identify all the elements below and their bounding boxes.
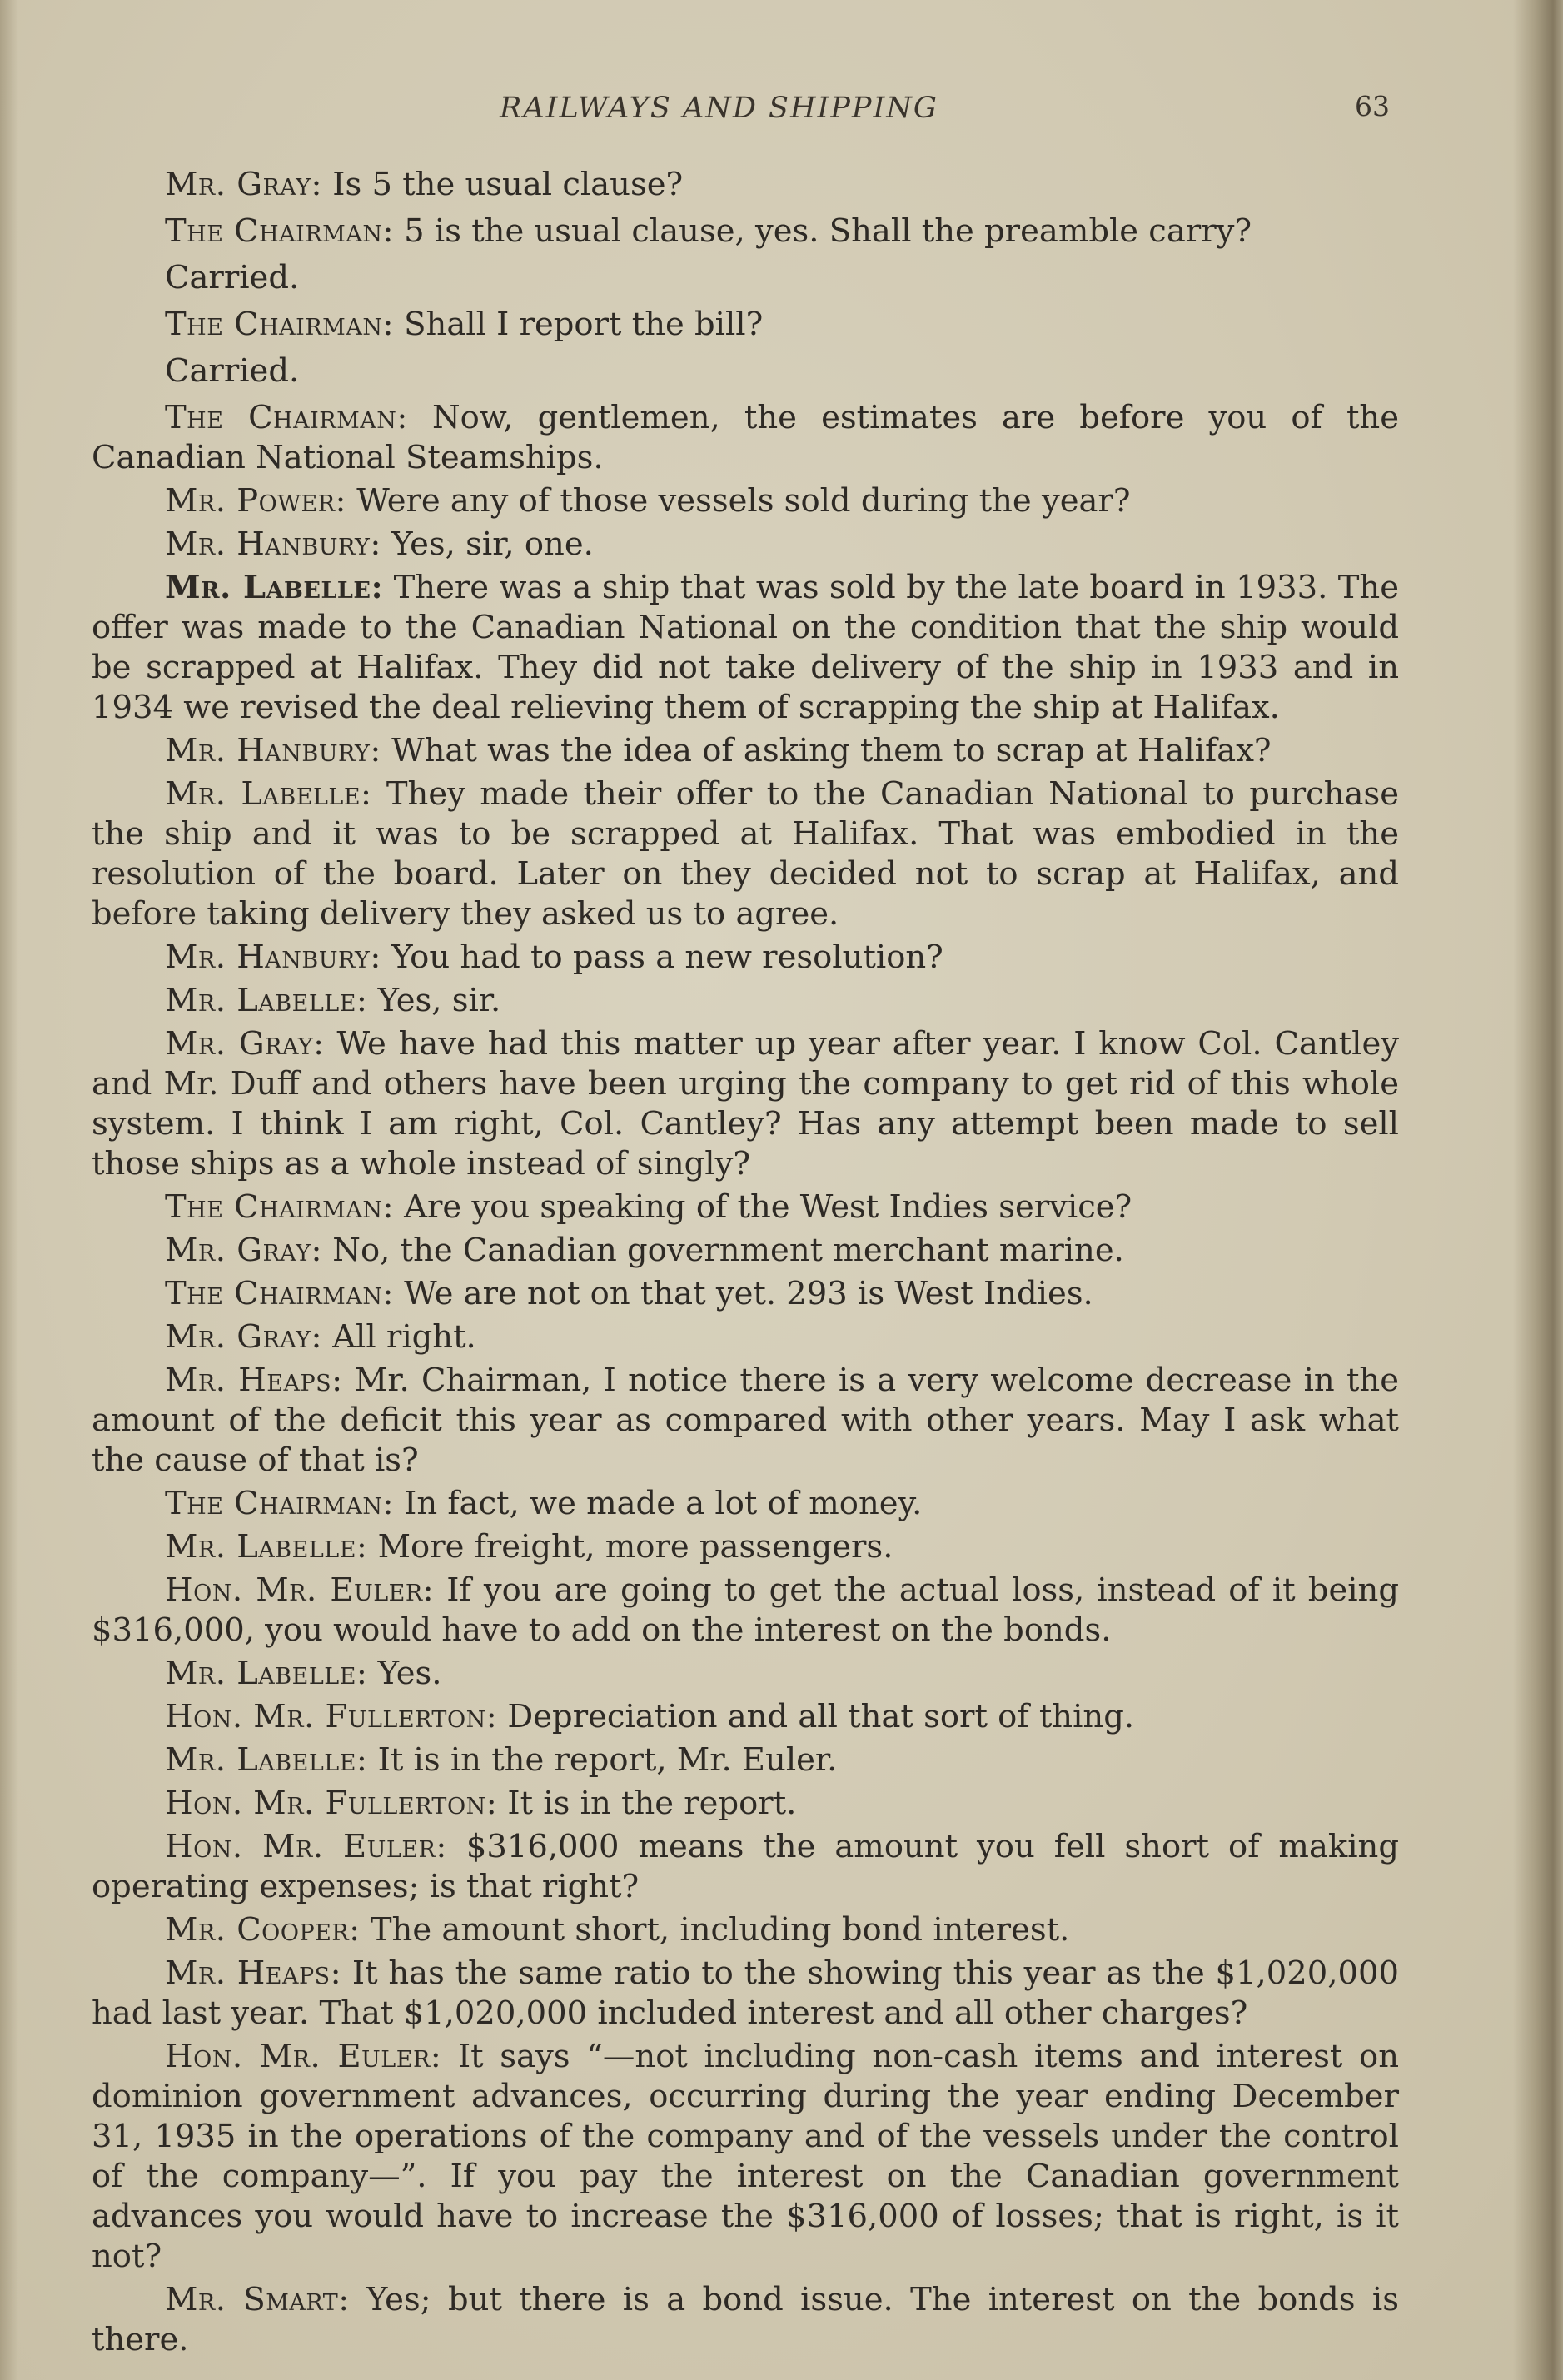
paragraph xyxy=(92,212,1399,251)
paragraph xyxy=(92,1784,1399,1824)
paragraph xyxy=(92,1317,1399,1357)
paragraph-text: Is 5 the usual clause? xyxy=(322,166,684,203)
page-left-edge-shadow xyxy=(0,0,18,2380)
running-header xyxy=(0,92,1563,132)
speaker-name: Hon. Mr. Euler: xyxy=(165,1571,435,1609)
speaker-name: Mr. Labelle: xyxy=(165,775,372,813)
transcript-body xyxy=(92,165,1399,2363)
speaker-name: Mr. Hanbury: xyxy=(165,525,381,563)
speaker-name: Mr. Labelle: xyxy=(165,1655,368,1692)
speaker-name: Hon. Mr. Fullerton: xyxy=(165,1785,498,1822)
paragraph xyxy=(92,525,1399,565)
speaker-name: Mr. Labelle: xyxy=(165,569,384,606)
page-number: 63 xyxy=(1355,90,1390,122)
paragraph xyxy=(92,2280,1399,2360)
paragraph-text: Yes. xyxy=(367,1655,442,1692)
paragraph xyxy=(92,481,1399,521)
speaker-name: Mr. Heaps: xyxy=(165,1954,342,1992)
paragraph xyxy=(92,398,1399,478)
paragraph-text: Now, gentlemen, the estimates are before you of the Canadian National Steamships. xyxy=(92,399,1399,476)
speaker-name: Mr. Gray: xyxy=(165,1025,325,1063)
paragraph-text: Were any of those vessels sold during the year? xyxy=(346,482,1131,520)
speaker-name: Mr. Smart: xyxy=(165,2281,350,2318)
speaker-name: The Chairman: xyxy=(165,1485,394,1522)
paragraph xyxy=(92,351,1399,391)
speaker-name: Mr. Labelle: xyxy=(165,1741,368,1779)
speaker-name: Hon. Mr. Euler: xyxy=(165,1828,447,1865)
paragraph xyxy=(92,1740,1399,1780)
paragraph-text: 5 is the usual clause, yes. Shall the preamble carry? xyxy=(393,212,1252,250)
paragraph-text: We have had this matter up year after year. I know Col. Cantley and Mr. Duff and others have been urging the company to get rid of this whole system. I think I am right, Col. Cantley? Has any attempt been made to sell those ships as a whole instead of singly? xyxy=(92,1025,1399,1183)
speaker-name: The Chairman: xyxy=(165,1188,394,1226)
paragraph xyxy=(92,1654,1399,1694)
speaker-name: Hon. Mr. Fullerton: xyxy=(165,1698,498,1735)
paragraph xyxy=(92,1231,1399,1271)
paragraph-text: More freight, more passengers. xyxy=(367,1528,893,1566)
paragraph-text: It is in the report, Mr. Euler. xyxy=(367,1741,838,1779)
page-binding-edge xyxy=(1513,0,1563,2380)
speaker-name: Mr. Gray: xyxy=(165,1318,323,1356)
paragraph-text: All right. xyxy=(322,1318,476,1356)
paragraph xyxy=(92,1484,1399,1524)
paragraph-text: Are you speaking of the West Indies service? xyxy=(393,1188,1132,1226)
running-title: RAILWAYS AND SHIPPING xyxy=(500,92,938,125)
paragraph-text: There was a ship that was sold by the late board in 1933. The offer was made to the Canadian National on the condition that the ship would be scrapped at Halifax. They did not take delivery of the ship in 1933 and in 1934 we revised the deal relieving them of scrapping the ship at Halifax. xyxy=(92,569,1399,726)
paragraph-text: Yes, sir. xyxy=(367,982,501,1019)
speaker-name: Mr. Labelle: xyxy=(165,982,368,1019)
speaker-name: The Chairman: xyxy=(165,399,408,436)
paragraph-text: It says “—not including non-cash items and interest on dominion government advances, occurring during the year ending December 31, 1935 in the operations of the company and of the vessels under the control of the company—”. If you pay the interest on the Canadian government advances you would have to increase the $316,000 of losses; that is right, is it not? xyxy=(92,2038,1399,2275)
paragraph-text: If you are going to get the actual loss, instead of it being $316,000, you would have to add on the interest on the bonds. xyxy=(92,1571,1399,1649)
paragraph-text: In fact, we made a lot of money. xyxy=(393,1485,923,1522)
speaker-name: The Chairman: xyxy=(165,306,394,343)
paragraph xyxy=(92,731,1399,771)
paragraph xyxy=(92,1527,1399,1567)
paragraph xyxy=(92,2037,1399,2277)
paragraph-text: Shall I report the bill? xyxy=(393,306,764,343)
paragraph xyxy=(92,938,1399,978)
speaker-name: Mr. Gray: xyxy=(165,166,323,203)
speaker-name: Mr. Hanbury: xyxy=(165,939,381,976)
speaker-name: Hon. Mr. Euler: xyxy=(165,2038,442,2075)
paragraph-text: Depreciation and all that sort of thing. xyxy=(497,1698,1135,1735)
paragraph xyxy=(92,305,1399,345)
paragraph-text: What was the idea of asking them to scrap at Halifax? xyxy=(381,732,1272,769)
paragraph xyxy=(92,1954,1399,2034)
paragraph xyxy=(92,1274,1399,1314)
paragraph xyxy=(92,774,1399,934)
paragraph xyxy=(92,165,1399,205)
paragraph xyxy=(92,1361,1399,1481)
paragraph-text: You had to pass a new resolution? xyxy=(381,939,943,976)
paragraph-text: Carried. xyxy=(165,259,300,296)
paragraph xyxy=(92,1697,1399,1737)
speaker-name: Mr. Power: xyxy=(165,482,347,520)
paragraph xyxy=(92,1910,1399,1950)
paragraph-text: Yes; but there is a bond issue. The interest on the bonds is there. xyxy=(92,2281,1399,2358)
paragraph xyxy=(92,258,1399,298)
paragraph xyxy=(92,1024,1399,1184)
paragraph-text: No, the Canadian government merchant marine. xyxy=(322,1232,1124,1269)
paragraph-text: Yes, sir, one. xyxy=(381,525,594,563)
speaker-name: Mr. Hanbury: xyxy=(165,732,381,769)
speaker-name: Mr. Labelle: xyxy=(165,1528,368,1566)
speaker-name: Mr. Gray: xyxy=(165,1232,323,1269)
paragraph xyxy=(92,1188,1399,1227)
paragraph-text: It has the same ratio to the showing this year as the $1,020,000 had last year. That $1,020,000 included interest and all other charges? xyxy=(92,1954,1399,2032)
speaker-name: The Chairman: xyxy=(165,212,394,250)
speaker-name: The Chairman: xyxy=(165,1275,394,1312)
paragraph-text: It is in the report. xyxy=(497,1785,797,1822)
speaker-name: Mr. Heaps: xyxy=(165,1362,343,1399)
paragraph xyxy=(92,568,1399,728)
paragraph-text: They made their offer to the Canadian National to purchase the ship and it was to be scrapped at Halifax. That was embodied in the resolution of the board. Later on they decided not to scrap at Halifax, and before taking delivery they asked us to agree. xyxy=(92,775,1399,933)
paragraph-text: Mr. Chairman, I notice there is a very welcome decrease in the amount of the deficit this year as compared with other years. May I ask what the cause of that is? xyxy=(92,1362,1399,1479)
paragraph-text: $316,000 means the amount you fell short of making operating expenses; is that right? xyxy=(92,1828,1399,1905)
speaker-name: Mr. Cooper: xyxy=(165,1911,361,1949)
paragraph-text: Carried. xyxy=(165,352,300,390)
paragraph xyxy=(92,1571,1399,1651)
paragraph-text: We are not on that yet. 293 is West Indies. xyxy=(393,1275,1093,1312)
paragraph-text: The amount short, including bond interest. xyxy=(360,1911,1070,1949)
paragraph xyxy=(92,1827,1399,1907)
paragraph xyxy=(92,981,1399,1021)
